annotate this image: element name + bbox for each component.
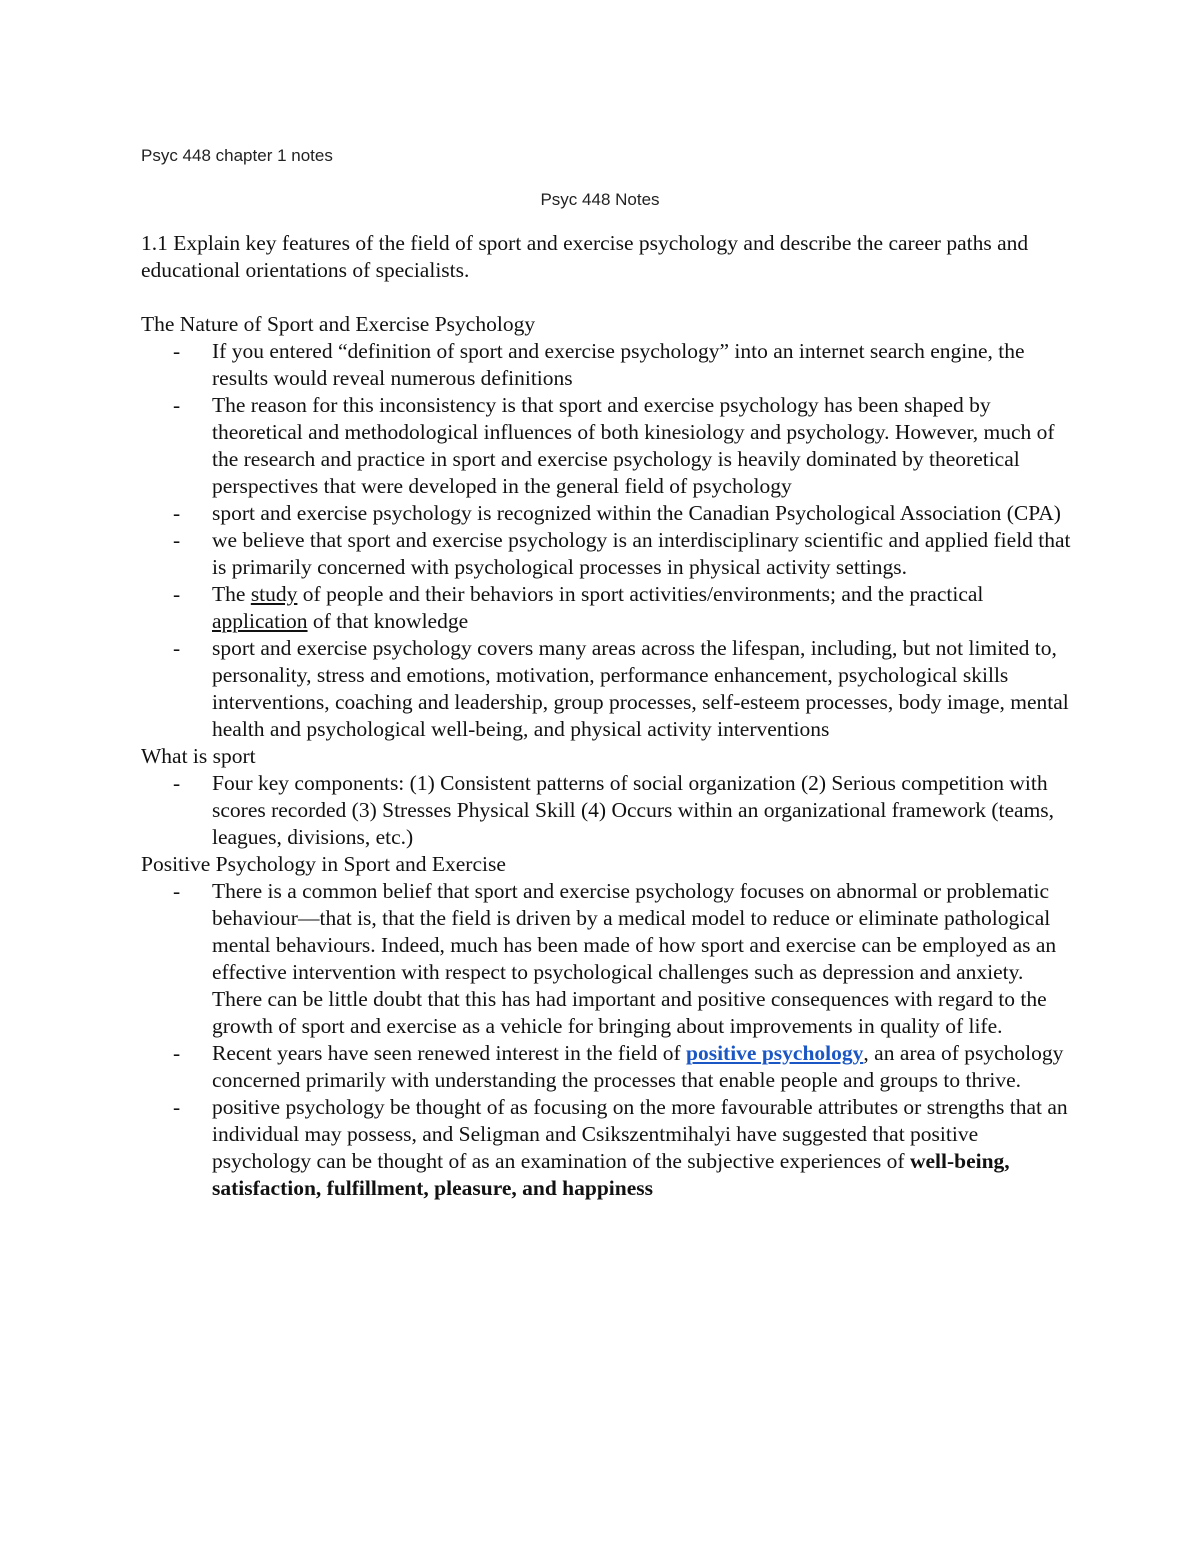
list-item: - sport and exercise psychology is recognized within the Canadian Psychological Association (CPA) [173, 501, 1061, 525]
section-heading-nature: The Nature of Sport and Exercise Psychology [141, 312, 536, 336]
sport-list [141, 770, 1071, 851]
list-item: - we believe that sport and exercise psychology is an interdisciplinary scientific and applied field that is primarily concerned with psychological processes in physical activity settings. [173, 528, 1071, 579]
list-item: - The study of people and their behaviors in sport activities/environments; and the practical application of that knowledge [173, 582, 984, 633]
notes-title: Psyc 448 Notes [540, 190, 660, 209]
underlined-study: study [250, 582, 298, 606]
document-body [141, 230, 1071, 1202]
dash-marker: - [173, 771, 181, 795]
dash-marker: - [173, 339, 181, 363]
dash-marker: - [173, 1041, 181, 1065]
bold-wellbeing-terms: well-being, satisfaction, fulfillment, pleasure, and happiness [212, 1149, 1010, 1200]
dash-marker: - [173, 1095, 181, 1119]
dash-marker: - [173, 393, 181, 417]
dash-marker: - [173, 501, 181, 525]
underlined-application: application [212, 609, 308, 633]
nature-list [141, 338, 1071, 743]
list-item: - The reason for this inconsistency is that sport and exercise psychology has been shaped by theoretical and methodological influences of both kinesiology and psychology. However, much of the research and practice in sport and exercise psychology is heavily dominated by theoretical perspectives that were developed in the general field of psychology [173, 393, 1055, 498]
dash-marker: - [173, 636, 181, 660]
dash-marker: - [173, 582, 181, 606]
blank-line [141, 284, 1071, 311]
section-heading-sport: What is sport [141, 744, 256, 768]
positive-list [141, 878, 1071, 1202]
list-item: - Four key components: (1) Consistent patterns of social organization (2) Serious competition with scores recorded (3) Stresses Physical Skill (4) Occurs within an organizational framework (teams, leagues, divisions, etc.) [173, 771, 1055, 849]
section-heading-positive: Positive Psychology in Sport and Exercise [141, 852, 506, 876]
positive-psychology-link[interactable]: positive psychology [686, 1041, 864, 1065]
list-item: - positive psychology be thought of as focusing on the more favourable attributes or strengths that an individual may possess, and Seligman and Csikszentmihalyi have suggested that positive psychology can be thought of as an examination of the subjective experiences of well-being, satisfaction, fulfillment, pleasure, and happiness [173, 1095, 1068, 1200]
list-item: - If you entered “definition of sport and exercise psychology” into an internet search engine, the results would reveal numerous definitions [173, 339, 1025, 390]
document-title: Psyc 448 chapter 1 notes [141, 146, 333, 165]
dash-marker: - [173, 528, 181, 552]
dash-marker: - [173, 879, 181, 903]
list-item: - There is a common belief that sport and exercise psychology focuses on abnormal or problematic behaviour—that is, that the field is driven by a medical model to reduce or eliminate pathological mental behaviours. Indeed, much has been made of how sport and exercise can be employed as an effective intervention with respect to psychological challenges such as depression and anxiety. There can be little doubt that this has had important and positive consequences with regard to the growth of sport and exercise as a vehicle for bringing about improvements in quality of life. [173, 879, 1057, 1038]
list-item: - Recent years have seen renewed interest in the field of positive psychology, an area of psychology concerned primarily with understanding the processes that enable people and groups to thrive. [173, 1041, 1064, 1092]
list-item: - sport and exercise psychology covers many areas across the lifespan, including, but not limited to, personality, stress and emotions, motivation, performance enhancement, psychological skills interventions, coaching and leadership, group processes, self-esteem processes, body image, mental health and psychological well-being, and physical activity interventions [173, 636, 1069, 741]
learning-objective: 1.1 Explain key features of the field of sport and exercise psychology and describe the career paths and educational orientations of specialists. [141, 231, 1029, 282]
